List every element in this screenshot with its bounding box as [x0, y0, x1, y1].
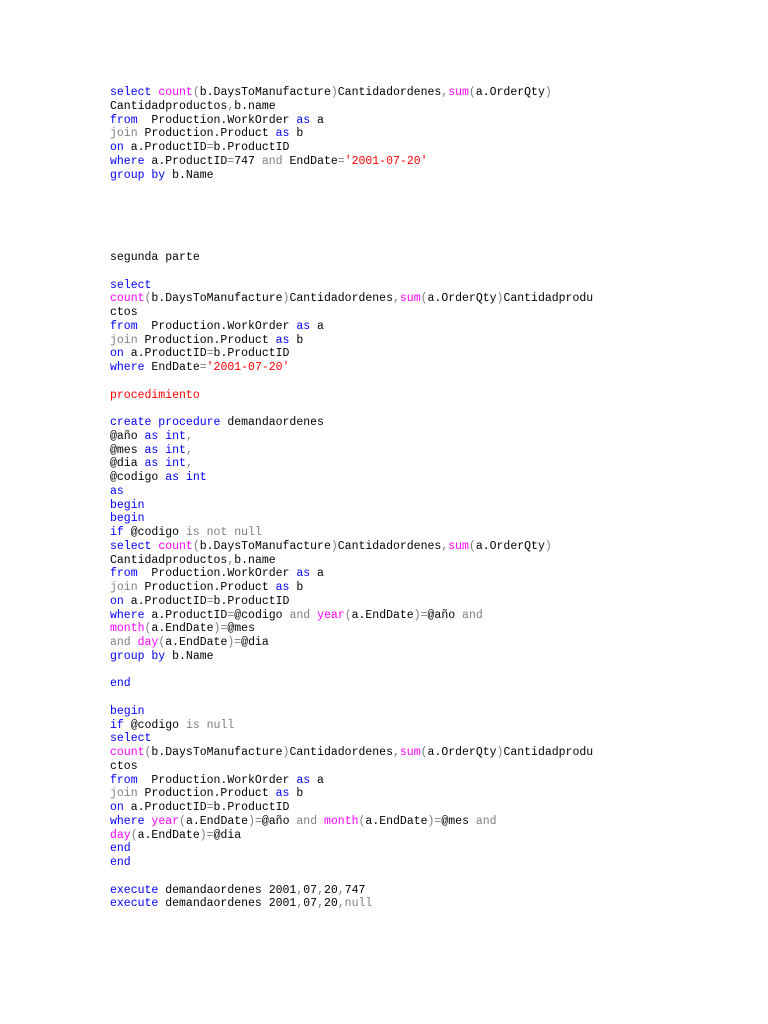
code-token-tx: 20	[323, 883, 338, 897]
code-line	[110, 746, 670, 760]
code-token-kw: as	[296, 567, 311, 581]
code-token-tx: a.ProductID	[123, 141, 207, 154]
code-token-tx: @año	[427, 608, 463, 622]
code-token-op: ,	[317, 897, 324, 911]
code-token-fn: year	[317, 608, 345, 622]
code-token-op: join	[110, 787, 138, 801]
code-token-op: )	[330, 539, 338, 553]
code-token-fn: count	[110, 746, 145, 759]
code-token-kw: group by	[110, 649, 166, 663]
code-line	[110, 732, 670, 746]
code-line	[110, 485, 670, 499]
code-token-tx: a.OrderQty	[427, 746, 497, 759]
code-line	[110, 389, 670, 403]
code-line	[110, 801, 670, 815]
code-token-tx: a.EndDate	[165, 636, 228, 649]
code-token-op: (	[179, 814, 186, 828]
code-token-tx: a.OrderQty	[475, 539, 545, 553]
code-token-op: (	[192, 86, 200, 99]
code-token-op: and	[475, 814, 497, 828]
code-token-tx: b.Name	[165, 649, 214, 663]
code-line	[110, 416, 670, 430]
code-token-tx: @codigo	[110, 471, 166, 484]
code-token-tx: a.OrderQty	[475, 86, 545, 99]
code-line	[110, 86, 670, 100]
code-token-tx: a.EndDate	[365, 814, 428, 828]
code-token-op: join	[110, 127, 138, 141]
code-token-tx: Cantidadproductos	[110, 99, 228, 113]
code-line	[110, 705, 670, 719]
code-line	[110, 457, 670, 471]
code-line	[110, 554, 670, 568]
code-token-kw: as	[275, 581, 290, 594]
code-token-op: ,	[296, 883, 304, 897]
code-token-tx: 20	[323, 897, 338, 911]
code-line	[110, 897, 670, 911]
code-token-op: ,	[317, 883, 324, 897]
code-token-tx: Production.WorkOrder	[137, 319, 297, 333]
code-line	[110, 581, 670, 595]
code-token-tx: a	[310, 113, 324, 127]
code-token-tx: segunda parte	[110, 251, 200, 264]
code-line	[110, 842, 670, 856]
code-token-tx: Production.WorkOrder	[137, 773, 297, 787]
code-token-str: '2001-07-20'	[206, 361, 290, 374]
code-token-op: =	[227, 154, 235, 168]
code-token-tx: @codigo	[234, 608, 290, 622]
code-token-op: and	[110, 636, 138, 649]
code-line	[110, 774, 670, 788]
code-line	[110, 141, 670, 155]
code-token-fn: month	[324, 814, 359, 828]
code-token-tx: b.DaysToManufacture	[199, 86, 331, 99]
code-line	[110, 567, 670, 581]
code-token-tx: b.Name	[165, 168, 214, 182]
code-line	[110, 815, 670, 829]
code-token-op: is not null	[185, 526, 262, 539]
blank-line	[110, 237, 670, 251]
code-token-kw: as	[296, 113, 311, 127]
code-token-kw: as int	[144, 429, 186, 443]
code-token-tx: demandaordenes 2001	[158, 883, 297, 897]
code-token-tx: @mes	[227, 622, 255, 636]
code-token-op: (	[144, 746, 152, 759]
code-token-kw: end	[110, 856, 131, 869]
code-token-kw: as	[296, 319, 311, 333]
code-token-tx: @dia	[110, 457, 145, 471]
code-token-kw: begin	[110, 512, 145, 526]
code-token-tx: @dia	[241, 636, 269, 649]
code-line	[110, 114, 670, 128]
code-line	[110, 361, 670, 375]
code-token-fn: sum	[399, 292, 421, 306]
code-token-str: procedimiento	[110, 388, 200, 402]
code-token-kw: where	[110, 154, 145, 168]
code-line	[110, 787, 670, 801]
code-token-tx: a.ProductID	[123, 347, 207, 361]
code-token-op: ,	[392, 292, 400, 306]
code-token-op: is null	[185, 718, 235, 732]
code-token-kw: begin	[110, 704, 145, 718]
code-line	[110, 292, 670, 306]
code-line	[110, 127, 670, 141]
code-token-op: ,	[296, 897, 304, 911]
code-token-op: )	[496, 292, 504, 306]
code-token-tx: 07	[303, 883, 318, 897]
code-token-kw: select	[110, 278, 152, 292]
code-token-kw: as	[296, 773, 311, 787]
code-token-tx: EndDate	[144, 361, 200, 374]
blank-line	[110, 375, 670, 389]
code-line	[110, 829, 670, 843]
code-token-fn: sum	[448, 86, 469, 99]
code-token-op: and	[261, 154, 283, 168]
code-token-kw: select	[110, 86, 159, 99]
blank-line	[110, 210, 670, 224]
code-token-tx: ctos	[110, 306, 138, 319]
code-token-op: )=	[199, 828, 214, 842]
code-token-op: )=	[248, 814, 262, 828]
code-token-kw: on	[110, 141, 124, 154]
code-token-tx: b	[289, 581, 304, 594]
code-token-op: (	[468, 539, 476, 553]
code-token-op: (	[468, 86, 476, 99]
code-token-tx: b.ProductID	[213, 141, 290, 154]
code-line	[110, 512, 670, 526]
code-token-tx: a.EndDate	[137, 828, 200, 842]
code-token-op: )	[282, 746, 290, 759]
code-token-tx: demandaordenes 2001	[158, 897, 297, 911]
code-token-kw: as	[275, 787, 290, 801]
code-token-tx: Cantidadordenes	[337, 539, 442, 553]
code-token-op: )=	[427, 814, 442, 828]
code-line	[110, 334, 670, 348]
code-token-fn: sum	[448, 539, 469, 553]
code-token-kw: from	[110, 113, 138, 127]
blank-line	[110, 870, 670, 884]
code-line	[110, 444, 670, 458]
code-line	[110, 884, 670, 898]
code-token-tx: b	[289, 787, 304, 801]
code-token-tx: b.DaysToManufacture	[199, 539, 331, 553]
code-token-kw: as int	[144, 443, 186, 457]
code-line	[110, 279, 670, 293]
code-token-kw: as	[110, 484, 124, 498]
code-token-tx: b.DaysToManufacture	[151, 746, 283, 759]
code-token-op: (	[358, 814, 366, 828]
code-token-kw: where	[110, 361, 145, 374]
code-token-op: )=	[413, 608, 428, 622]
code-token-tx: Production.Product	[137, 787, 276, 801]
code-token-str: '2001-07-20'	[344, 154, 428, 168]
code-token-tx: Production.WorkOrder	[137, 113, 297, 127]
code-token-tx: 747	[344, 883, 366, 897]
code-token-op: )	[282, 292, 290, 306]
code-token-op: (	[420, 746, 428, 759]
code-token-kw: end	[110, 842, 131, 856]
code-token-tx: Cantidadprodu	[503, 292, 594, 306]
code-token-kw: if	[110, 718, 124, 732]
blank-line	[110, 691, 670, 705]
code-token-tx: b.ProductID	[213, 594, 290, 608]
code-token-tx: b.ProductID	[213, 347, 290, 361]
code-token-kw: on	[110, 347, 124, 361]
code-token-tx: Production.Product	[137, 581, 276, 594]
code-token-kw: on	[110, 801, 124, 814]
code-token-tx: a.EndDate	[151, 622, 214, 636]
code-token-kw: from	[110, 773, 138, 787]
code-token-tx: b	[289, 127, 304, 141]
code-token-tx: @mes	[441, 814, 476, 828]
code-token-op: ,	[337, 883, 345, 897]
code-token-tx: a.ProductID	[123, 801, 207, 814]
code-token-kw: from	[110, 319, 138, 333]
code-token-op: )	[496, 746, 504, 759]
code-token-op: (	[144, 292, 152, 306]
code-token-op: =	[206, 801, 214, 814]
code-line	[110, 430, 670, 444]
code-line	[110, 719, 670, 733]
code-token-kw: as int	[144, 457, 186, 471]
code-token-op: join	[110, 333, 138, 347]
code-token-fn: year	[151, 814, 180, 828]
code-token-kw: select	[110, 539, 159, 553]
code-token-kw: end	[110, 677, 131, 691]
code-token-op: (	[130, 828, 138, 842]
code-token-tx: b.name	[234, 553, 276, 567]
code-token-fn: count	[158, 86, 193, 99]
code-token-tx: @mes	[110, 443, 145, 457]
code-token-fn: sum	[399, 746, 421, 759]
code-line	[110, 595, 670, 609]
code-token-tx: b	[289, 333, 304, 347]
code-line	[110, 499, 670, 513]
code-line	[110, 609, 670, 623]
code-token-op: )=	[213, 622, 228, 636]
code-token-fn: day	[110, 828, 131, 842]
code-token-op: (	[144, 622, 152, 636]
code-line	[110, 347, 670, 361]
code-token-op: and	[462, 608, 483, 622]
code-token-kw: on	[110, 594, 124, 608]
code-token-kw: where	[110, 814, 152, 828]
code-line	[110, 540, 670, 554]
code-token-op: ,	[185, 429, 193, 443]
code-token-fn: count	[158, 539, 193, 553]
code-token-tx: EndDate	[282, 154, 338, 168]
code-token-op: ,	[227, 553, 235, 567]
code-token-tx: Production.WorkOrder	[137, 567, 297, 581]
code-token-op: ,	[185, 443, 193, 457]
code-token-tx: b.DaysToManufacture	[151, 292, 283, 306]
code-token-op: ,	[185, 457, 193, 471]
code-token-tx: Production.Product	[137, 333, 276, 347]
blank-line	[110, 224, 670, 238]
code-token-op: and	[289, 608, 318, 622]
blank-line	[110, 265, 670, 279]
code-token-op: =	[206, 141, 214, 154]
code-token-tx: a	[310, 773, 324, 787]
code-token-op: =	[199, 361, 207, 374]
code-line	[110, 320, 670, 334]
code-token-op: )	[330, 86, 338, 99]
code-token-op: join	[110, 581, 138, 594]
blank-line	[110, 402, 670, 416]
blank-line	[110, 182, 670, 196]
code-token-tx: a.ProductID	[144, 608, 228, 622]
code-line	[110, 856, 670, 870]
code-token-kw: as	[275, 127, 290, 141]
code-token-kw: select	[110, 732, 152, 746]
code-line	[110, 622, 670, 636]
blank-line	[110, 196, 670, 210]
code-line	[110, 636, 670, 650]
code-token-tx: a	[310, 319, 324, 333]
code-token-kw: execute	[110, 897, 159, 911]
code-token-op: =	[206, 347, 214, 361]
code-token-op: (	[420, 292, 428, 306]
code-token-op: (	[344, 608, 352, 622]
code-token-op: ,	[227, 99, 235, 113]
code-token-fn: count	[110, 292, 145, 306]
code-line	[110, 677, 670, 691]
blank-line	[110, 664, 670, 678]
code-token-kw: from	[110, 567, 138, 581]
code-token-op: ,	[441, 86, 449, 99]
code-token-tx: ctos	[110, 759, 138, 773]
code-token-tx: @año	[110, 429, 145, 443]
code-line	[110, 155, 670, 169]
code-line	[110, 760, 670, 774]
code-token-op: )	[544, 86, 552, 99]
code-token-tx: Cantidadordenes	[289, 746, 393, 759]
code-token-tx: 747	[234, 154, 262, 168]
code-token-tx: Production.Product	[137, 127, 276, 141]
sql-document	[110, 86, 670, 911]
code-token-tx: @dia	[213, 828, 242, 842]
code-token-tx: a.EndDate	[185, 814, 249, 828]
code-token-op: =	[227, 608, 235, 622]
code-token-tx: a.OrderQty	[427, 292, 497, 306]
code-token-kw: create procedure	[110, 416, 221, 429]
code-token-kw: group by	[110, 168, 166, 182]
code-token-op: and	[296, 814, 324, 828]
code-line	[110, 650, 670, 664]
code-token-kw: where	[110, 608, 145, 622]
code-token-tx: demandaordenes	[220, 416, 324, 429]
code-token-tx: a.ProductID	[144, 154, 228, 168]
code-token-tx: @codigo	[123, 718, 186, 732]
code-line	[110, 471, 670, 485]
code-token-kw: as int	[165, 471, 207, 484]
code-token-fn: month	[110, 622, 145, 636]
code-token-op: )=	[227, 636, 242, 649]
code-token-op: =	[206, 594, 214, 608]
code-token-fn: day	[137, 636, 159, 649]
code-token-op: (	[192, 539, 200, 553]
code-token-tx: @año	[261, 814, 297, 828]
code-token-tx: 07	[303, 897, 318, 911]
code-token-op: ,	[392, 746, 400, 759]
code-token-op: )	[544, 539, 552, 553]
code-token-tx: a.ProductID	[123, 594, 207, 608]
code-token-kw: begin	[110, 498, 145, 512]
code-token-tx: Cantidadordenes	[337, 86, 442, 99]
code-token-op: =	[337, 154, 345, 168]
code-token-kw: as	[275, 333, 290, 347]
code-token-tx: b.name	[234, 99, 276, 113]
code-token-tx: Cantidadordenes	[289, 292, 393, 306]
code-token-tx: a	[310, 567, 324, 581]
code-token-tx: a.EndDate	[351, 608, 414, 622]
code-line	[110, 526, 670, 540]
code-token-tx: Cantidadproductos	[110, 553, 228, 567]
code-token-kw: execute	[110, 883, 159, 897]
code-token-op: ,null	[337, 897, 373, 911]
code-line	[110, 169, 670, 183]
code-token-tx: Cantidadprodu	[503, 746, 594, 759]
code-token-op: (	[158, 636, 166, 649]
code-token-kw: if	[110, 526, 124, 539]
code-line	[110, 306, 670, 320]
code-token-op: ,	[441, 539, 449, 553]
code-token-tx: @codigo	[123, 526, 186, 539]
code-token-tx: b.ProductID	[213, 801, 290, 814]
code-line	[110, 100, 670, 114]
code-line	[110, 251, 670, 265]
